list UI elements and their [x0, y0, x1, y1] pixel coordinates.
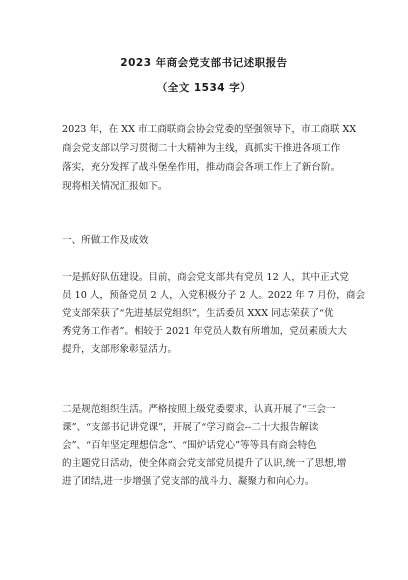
- paragraph-two-line: 进了团结,进一步增强了党支部的战斗力、凝聚力和向心力。: [62, 476, 315, 487]
- paragraph-one-line: 一是抓好队伍建设。目前，商会党支部共有党员 12 人，其中正式党: [62, 272, 349, 283]
- intro-line: 商会党支部以学习贯彻二十大精神为主线，真抓实干推进各项工作: [62, 143, 341, 154]
- intro-line: 落实，充分发挥了战斗堡垒作用，推动商会各项工作上了新台阶。: [62, 162, 341, 173]
- intro-line: 现将相关情况汇报如下。: [62, 181, 168, 192]
- paragraph-two-line: 二是规范组织生活。严格按照上级党委要求，认真开展了“三会一: [62, 404, 336, 415]
- section-heading: 一、所做工作及成效: [62, 235, 149, 246]
- paragraph-one-line: 秀党务工作者”。相较于 2021 年党员人数有所增加，党员素质大大: [62, 326, 347, 337]
- intro-line: 2023 年，在 XX 市工商联商会协会党委的坚强领导下，市工商联 XX: [62, 124, 357, 135]
- paragraph-two-line: 会”、“百年坚定理想信念”、“围炉话党心”等等具有商会特色: [62, 440, 317, 451]
- document-subtitle: （全文 1534 字）: [156, 82, 252, 94]
- paragraph-one-line: 员 10 人，预备党员 2 人，入党积极分子 2 人。2022 年 7 月份，商会: [62, 290, 366, 301]
- paragraph-two-line: 的主题党日活动，使全体商会党支部党员提升了认识,统一了思想,增: [62, 458, 347, 469]
- paragraph-one-line: 党支部荣获了“先进基层党组织”，生活委员 XXX 同志荣获了“优: [62, 308, 334, 319]
- document-title: 2023 年商会党支部书记述职报告: [120, 57, 288, 69]
- paragraph-two-line: 课”、“支部书记讲党课”，开展了“学习商会--二十大报告解读: [62, 422, 319, 433]
- paragraph-one-line: 提升，支部形象彰显活力。: [62, 344, 178, 355]
